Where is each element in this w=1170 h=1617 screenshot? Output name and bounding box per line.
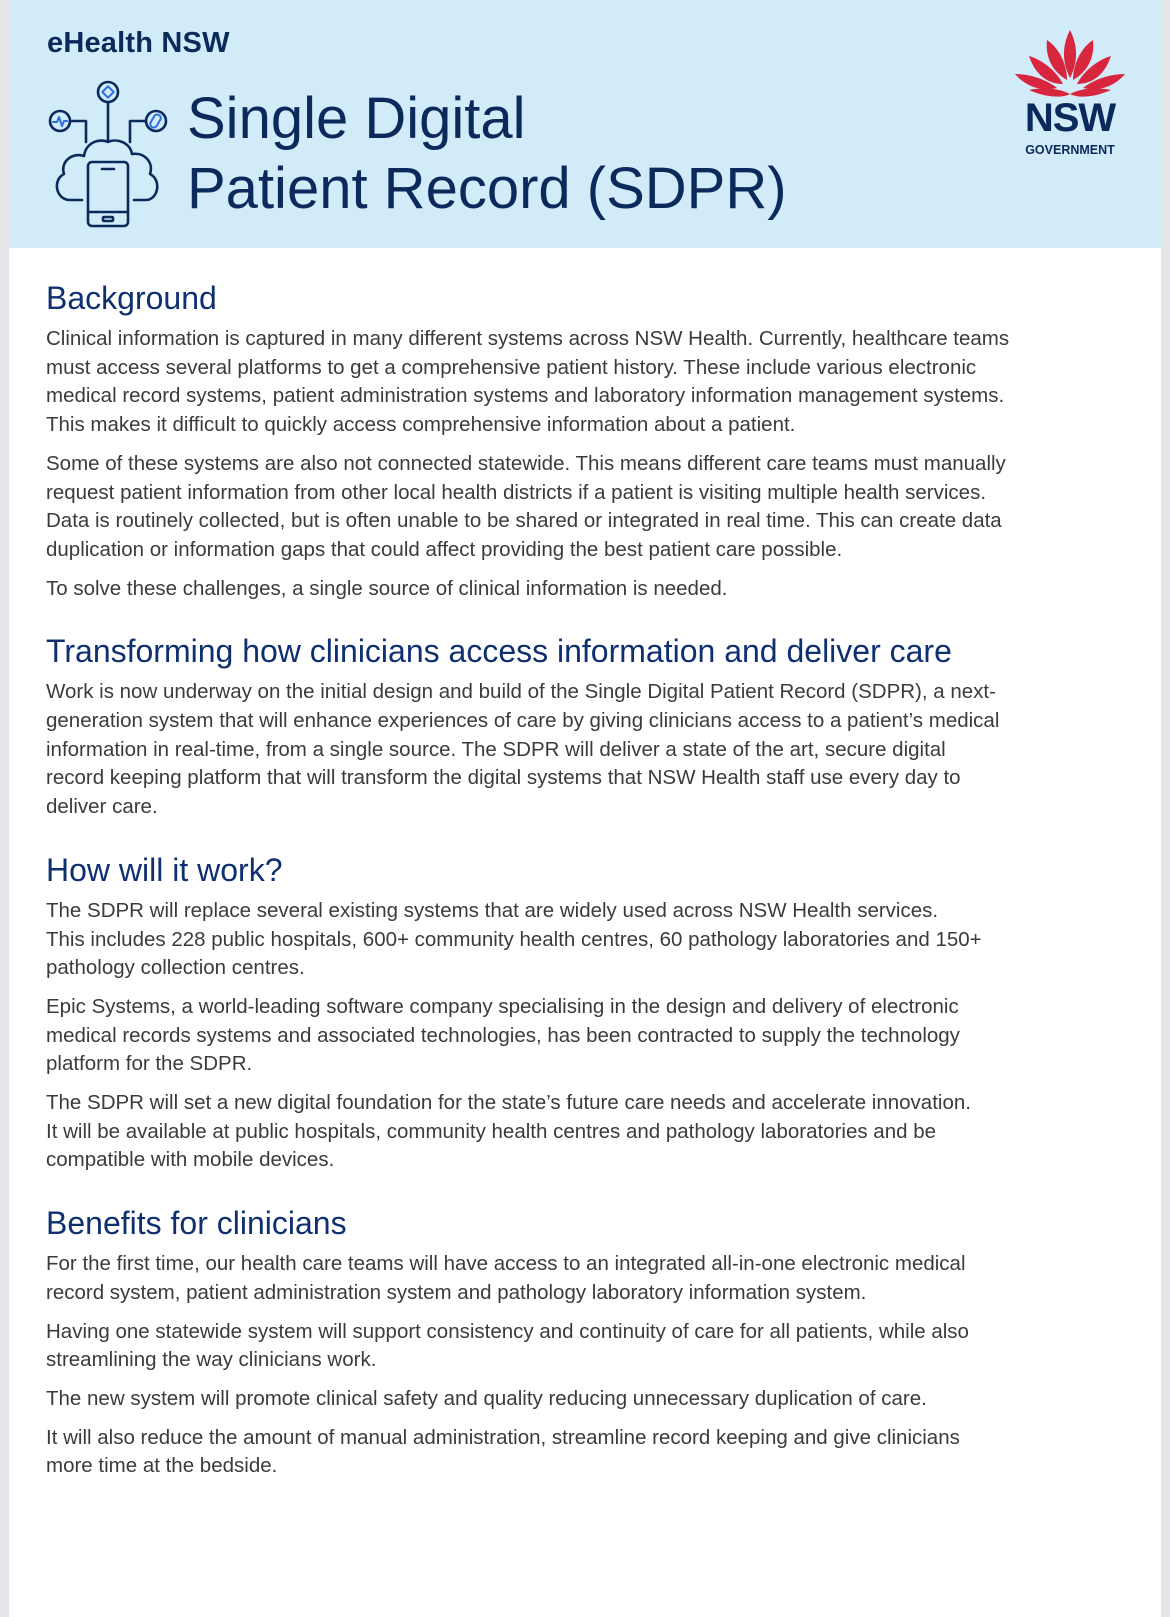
paragraph [46,1424,1136,1481]
logo-subtext: GOVERNMENT [1025,143,1115,157]
text-line: Clinical information is captured in many different systems across NSW Health. Currently, healthcare teams [46,327,1010,350]
text-line: must access several platforms to get a comprehensive patient history. These include various electronic [46,355,977,379]
text-line: Epic Systems, a world-leading software company specialising in the design and delivery of electronic [46,994,959,1018]
text-line: To solve these challenges, a single source of clinical information is needed. [46,576,728,600]
section-benefits [46,1201,1136,1481]
text-line: deliver care. [46,795,158,819]
section-heading: How will it work? [46,851,283,888]
text-line: For the first time, our health care teams will have access to an integrated all-in-one electronic medical [46,1252,966,1276]
text-line: generation system that will enhance experiences of care by giving clinicians access to a patient’s medical [46,709,1000,733]
section-how-it-works [46,848,1136,1175]
text-line: record keeping platform that will transform the digital systems that NSW Health staff use every day to [46,766,961,790]
page-title [187,84,787,224]
logo-wordmark: NSW [1024,96,1116,140]
cloud-phone-network-icon [42,80,174,228]
paragraph [46,993,1136,1079]
section-heading: Background [46,280,217,316]
section-transforming [46,629,1136,822]
paragraph [46,1089,1136,1175]
text-line: information in real-time, from a single source. The SDPR will deliver a state of the art, secure digital [46,737,946,761]
paragraph [46,1385,1136,1414]
paragraph [46,325,1136,440]
text-line: It will be available at public hospitals, community health centres and pathology laboratories and be [46,1119,936,1143]
text-line: record system, patient administration system and pathology laboratory information system. [46,1280,867,1304]
text-line: The SDPR will set a new digital foundation for the state’s future care needs and accelerate innovation. [46,1091,971,1115]
section-heading: Transforming how clinicians access information and deliver care [46,633,952,670]
title-line: Patient Record (SDPR) [187,156,787,221]
section-heading: Benefits for clinicians [46,1205,347,1242]
brand-name: eHealth NSW [47,27,230,59]
paragraph [46,1318,1136,1375]
section-background [46,276,1136,603]
text-line: This includes 228 public hospitals, 600+ community health centres, 60 pathology laboratories and 150+ [46,927,982,951]
text-line: medical record systems, patient administration systems and laboratory information management systems. [46,384,1005,408]
header-banner [9,0,1161,248]
paragraph [46,1250,1136,1307]
document-page [9,0,1161,1617]
text-line: Having one statewide system will support consistency and continuity of care for all patients, while also [46,1319,969,1343]
paragraph [46,575,1136,604]
text-line: platform for the SDPR. [46,1052,253,1076]
text-line: streamlining the way clinicians work. [46,1348,377,1372]
text-line: This makes it difficult to quickly access comprehensive information about a patient. [46,413,796,437]
text-line: Data is routinely collected, but is often unable to be shared or integrated in real time. This can create data [46,509,1002,533]
text-line: request patient information from other local health districts if a patient is visiting multiple health services. [46,480,987,504]
text-line: The new system will promote clinical safety and quality reducing unnecessary duplication of care. [46,1386,927,1410]
text-line: compatible with mobile devices. [46,1148,335,1172]
text-line: Some of these systems are also not connected statewide. This means different care teams must manually [46,451,1006,475]
text-line: Work is now underway on the initial design and build of the Single Digital Patient Record (SDPR), a next- [46,680,996,704]
paragraph [46,897,1136,983]
paragraph [46,678,1136,822]
text-line: more time at the bedside. [46,1454,278,1478]
text-line: medical records systems and associated technologies, has been contracted to supply the technology [46,1023,960,1047]
text-line: The SDPR will replace several existing systems that are widely used across NSW Health services. [46,898,939,922]
document-body [46,276,1136,1507]
text-line: duplication or information gaps that could affect providing the best patient care possible. [46,537,843,561]
paragraph [46,450,1136,565]
text-line: pathology collection centres. [46,956,305,980]
text-line: It will also reduce the amount of manual administration, streamline record keeping and give clinicians [46,1425,960,1449]
title-line: Single Digital [187,86,526,151]
